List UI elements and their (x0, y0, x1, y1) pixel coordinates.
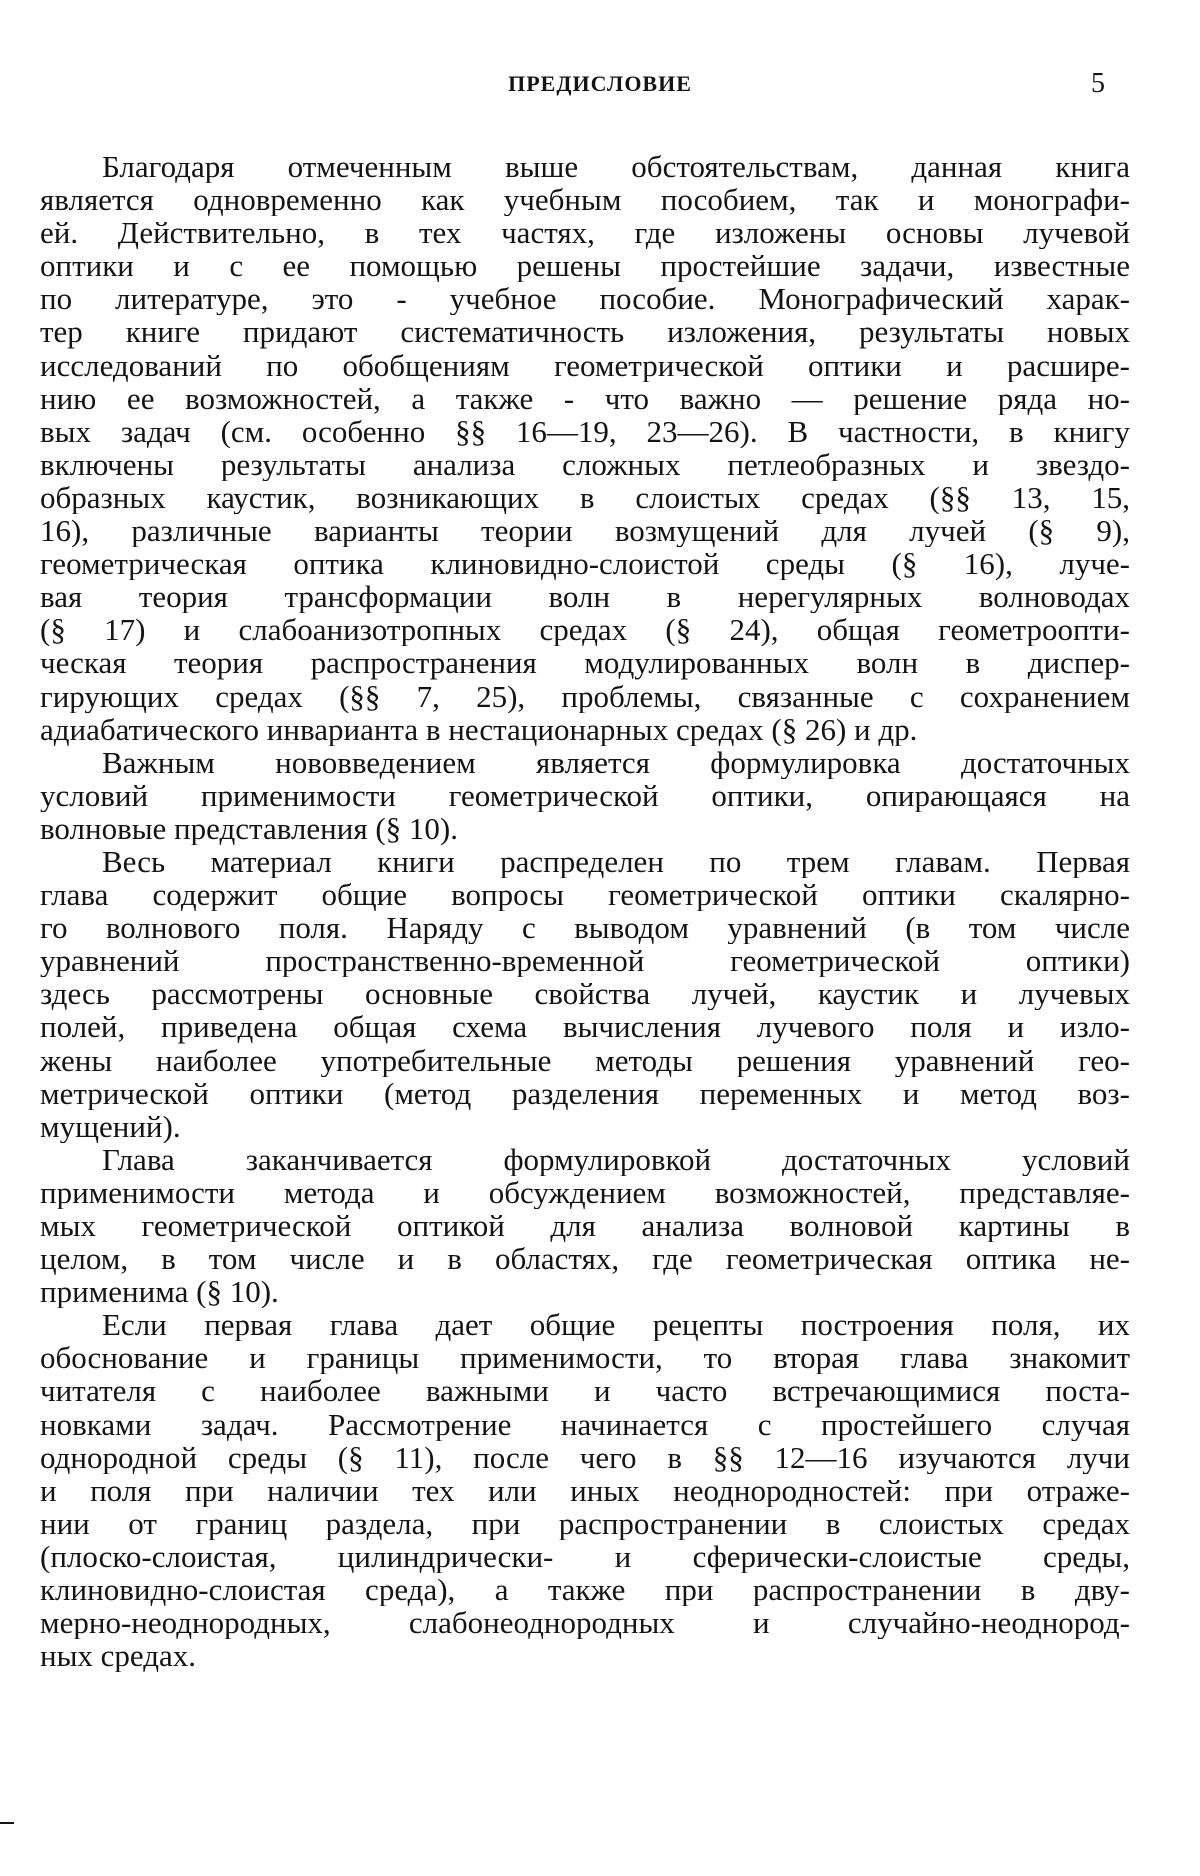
text-line: образных каустик, возникающих в слоистых средах (§§ 13, 15, (40, 480, 1130, 515)
text-line: здесь рассмотрены основные свойства лучей, каустик и лучевых (40, 977, 1130, 1011)
paragraph (40, 845, 1130, 1143)
text-line: тер книге придают систематичность изложения, результаты новых (40, 315, 1130, 349)
text-line: жены наиболее употребительные методы решения уравнений гео- (40, 1043, 1130, 1077)
page-number: 5 (1091, 68, 1105, 99)
text-line: является одновременно как учебным пособием, так и монографи- (40, 183, 1130, 217)
text-line: новками задач. Рассмотрение начинается с простейшего случая (40, 1407, 1130, 1441)
paragraph (40, 1143, 1130, 1308)
text-line: читателя с наиболее важными и часто встречающимися поста- (40, 1374, 1130, 1408)
text-line: Весь материал книги распределен по трем главам. Первая (102, 844, 1130, 879)
text-line: глава содержит общие вопросы геометрической оптики скалярно- (40, 878, 1130, 912)
body-text (40, 150, 1130, 1672)
text-line: по литературе, это - учебное пособие. Монографический харак- (40, 282, 1130, 316)
text-line: уравнений пространственно-временной геометрической оптики) (40, 944, 1130, 978)
text-line: Благодаря отмеченным выше обстоятельствам, данная книга (102, 150, 1130, 184)
text-line: нию ее возможностей, а также - что важно — решение ряда но- (40, 381, 1130, 415)
text-line: применимости метода и обсуждением возможностей, представляе- (40, 1175, 1130, 1209)
text-line: метрической оптики (метод разделения переменных и метод воз- (40, 1076, 1130, 1110)
text-line: ческая теория распространения модулированных волн в диспер- (40, 646, 1130, 680)
text-line: полей, приведена общая схема вычисления лучевого поля и изло- (40, 1010, 1130, 1044)
paragraph (40, 746, 1130, 845)
text-line: Глава заканчивается формулировкой достаточных условий (102, 1142, 1130, 1176)
text-line: ей. Действительно, в тех частях, где изложены основы лучевой (40, 216, 1130, 250)
text-line: и поля при наличии тех или иных неоднородностей: при отраже- (40, 1473, 1130, 1507)
running-head (40, 68, 1160, 100)
text-line: вых задач (см. особенно §§ 16—19, 23—26). В частности, в книгу (40, 414, 1130, 448)
text-line: ных средах. (40, 1639, 197, 1673)
text-line: 16), различные варианты теории возмущений для лучей (§ 9), (40, 514, 1130, 548)
running-title: ПРЕДИСЛОВИЕ (508, 71, 692, 96)
text-line: го волнового поля. Наряду с выводом уравнений (в том числе (40, 911, 1130, 945)
text-line: нии от границ раздела, при распространении в слоистых средах (40, 1506, 1130, 1540)
text-line: клиновидно-слоистая среда), а также при распространении в дву- (40, 1573, 1130, 1607)
text-line: обоснование и границы применимости, то вторая глава знакомит (40, 1341, 1130, 1375)
text-line: Если первая глава дает общие рецепты построения поля, их (102, 1308, 1130, 1342)
text-line: мущений). (40, 1109, 181, 1143)
paragraph (40, 150, 1130, 746)
text-line: Важным нововведением является формулировка достаточных (102, 745, 1130, 779)
text-line: гирующих средах (§§ 7, 25), проблемы, связанные с сохранением (40, 679, 1130, 713)
text-line: (§ 17) и слабоанизотропных средах (§ 24), общая геометроопти- (40, 613, 1130, 647)
paragraph (40, 1308, 1130, 1672)
text-line: (плоско-слоистая, цилиндрически- и сферически-слоистые среды, (40, 1539, 1130, 1574)
text-line: условий применимости геометрической оптики, опирающаяся на (40, 778, 1130, 812)
text-line: мерно-неоднородных, слабонеоднородных и случайно-неоднород- (40, 1606, 1130, 1640)
scan-edge-mark (0, 1822, 14, 1824)
text-line: адиабатического инварианта в нестационарных средах (§ 26) и др. (40, 712, 918, 746)
text-line: волновые представления (§ 10). (40, 811, 459, 845)
text-line: геометрическая оптика клиновидно-слоистой среды (§ 16), луче- (40, 547, 1130, 581)
text-line: оптики и с ее помощью решены простейшие задачи, известные (40, 249, 1130, 283)
text-line: применима (§ 10). (40, 1275, 279, 1309)
text-line: мых геометрической оптикой для анализа волновой картины в (40, 1209, 1130, 1243)
text-line: целом, в том числе и в областях, где геометрическая оптика не- (40, 1242, 1130, 1276)
text-line: однородной среды (§ 11), после чего в §§ 12—16 изучаются лучи (40, 1440, 1130, 1474)
text-line: вая теория трансформации волн в нерегулярных волноводах (40, 580, 1130, 614)
text-line: исследований по обобщениям геометрической оптики и расшире- (40, 348, 1130, 382)
text-line: включены результаты анализа сложных петлеобразных и звездо- (40, 447, 1130, 481)
